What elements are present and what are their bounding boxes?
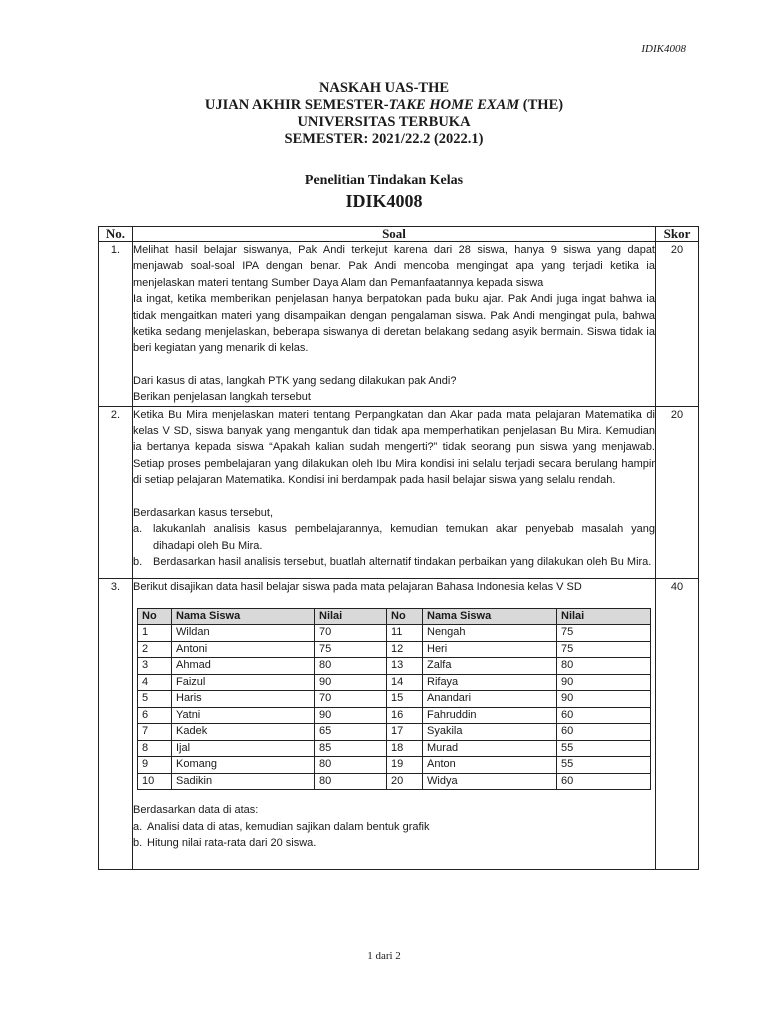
table-cell: 65 [315,724,387,741]
exam-table [98,226,699,870]
table-cell: 60 [557,707,651,724]
paragraph: Berikan penjelasan langkah tersebut [133,391,311,404]
paragraph: Ketika Bu Mira menjelaskan materi tentang Perpangkatan dan Akar pada mata pelajaran Matematika di kelas V SD, siswa banyak yang mengantuk dan tidak apa memperhatikan penjelasan Bu Mira. Kemudian ia bertanya kepada siswa “Apakah kalian sudah mengerti?” tidak seorang pun siswa yang menjawab. Setiap proses pembelajaran yang dilakukan oleh Ibu Mira kondisi ini selalu terjadi secara berulang hampir di setiap pelajaran Matematika. Kondisi ini berdampak pada hasil belajar siswa yang selalu rendah. [133,408,655,487]
table-cell: Ahmad [172,658,315,675]
paragraph: Berikut disajikan data hasil belajar siswa pada mata pelajaran Bahasa Indonesia kelas V SD [133,581,582,594]
table-cell: 3 [138,658,172,675]
paragraph: Berdasarkan data di atas: [133,804,259,817]
table-cell: 80 [315,658,387,675]
question-text [133,242,656,407]
table-cell: 75 [315,641,387,658]
table-cell: 75 [557,641,651,658]
student-table-header-cell: No [138,608,172,625]
student-score-table [137,608,651,791]
paragraph: Berdasarkan kasus tersebut, [133,506,274,519]
question-score: 20 [656,406,699,579]
question-number: 1. [99,242,133,407]
table-cell: 19 [387,757,423,774]
question-row-1 [99,242,699,407]
header-soal: Soal [133,227,656,242]
question-number: 2. [99,406,133,579]
table-cell: 12 [387,641,423,658]
table-cell: Nengah [423,625,557,642]
table-row [138,724,651,741]
table-cell: 90 [557,691,651,708]
table-cell: 8 [138,740,172,757]
table-cell: 4 [138,674,172,691]
list-item: a. Analisi data di atas, kemudian sajikan dalam bentuk grafik [133,820,430,833]
student-table-header-cell: No [387,608,423,625]
table-cell: 60 [557,773,651,790]
table-row [138,740,651,757]
table-cell: Anandari [423,691,557,708]
table-cell: 18 [387,740,423,757]
paragraph: Melihat hasil belajar siswanya, Pak Andi terkejut karena dari 28 siswa, hanya 9 siswa yang dapat menjawab soal-soal IPA dengan benar. Pak Andi mencoba mengingat apa yang terjadi ketika ia menjelaskan materi tentang Sumber Daya Alam dan Pemanfaatannya kepada siswa [133,244,655,289]
table-cell: 14 [387,674,423,691]
table-cell: 2 [138,641,172,658]
table-cell: 90 [557,674,651,691]
table-row [138,707,651,724]
question-score: 40 [656,579,699,870]
table-cell: 11 [387,625,423,642]
table-row [138,757,651,774]
table-cell: Rifaya [423,674,557,691]
table-row [138,773,651,790]
student-table-header-cell: Nilai [315,608,387,625]
question-text [133,406,656,579]
table-cell: Zalfa [423,658,557,675]
table-cell: 80 [557,658,651,675]
table-cell: 13 [387,658,423,675]
paragraph: Ia ingat, ketika memberikan penjelasan hanya berpatokan pada buku ajar. Pak Andi juga ingat bahwa ia tidak mengaitkan materi yang disampaikan dengan pengalaman siswa. Pak Andi mengingat pula, bahwa ketika sedang menjelaskan, beberapa siswanya di deretan belakang sedang asyik bermain. Siswa tidak ia beri kegiatan yang menarik di kelas. [133,293,655,355]
table-cell: 80 [315,773,387,790]
table-cell: 70 [315,691,387,708]
table-cell: 90 [315,674,387,691]
header-semester: SEMESTER: 2021/22.2 (2022.1) [284,131,484,147]
table-cell: Syakila [423,724,557,741]
table-cell: Yatni [172,707,315,724]
header-university: UNIVERSITAS TERBUKA [297,114,471,130]
student-table-header-cell: Nama Siswa [423,608,557,625]
table-cell: Faizul [172,674,315,691]
document-code: IDIK4008 [641,43,686,55]
question-text [133,579,656,870]
list-item: b. Hitung nilai rata-rata dari 20 siswa. [133,837,317,850]
table-cell: 55 [557,757,651,774]
page-number: 1 dari 2 [367,950,401,962]
table-cell: Wildan [172,625,315,642]
table-cell: 75 [557,625,651,642]
course-code: IDIK4008 [345,191,423,211]
header-title: NASKAH UAS-THE [318,80,450,96]
list-item: b. Berdasarkan hasil analisis tersebut, buatlah alternatif tindakan perbaikan yang dilakukan oleh Bu Mira. [133,555,652,568]
table-cell: 7 [138,724,172,741]
header-no: No. [99,227,133,242]
table-cell: 1 [138,625,172,642]
paragraph: Dari kasus di atas, langkah PTK yang sedang dilakukan pak Andi? [133,374,457,387]
question-row-3 [99,579,699,870]
table-cell: Widya [423,773,557,790]
table-cell: 90 [315,707,387,724]
table-cell: Murad [423,740,557,757]
header-skor: Skor [656,227,699,242]
table-cell: Haris [172,691,315,708]
table-cell: Antoni [172,641,315,658]
table-cell: 70 [315,625,387,642]
table-cell: 80 [315,757,387,774]
table-row [138,625,651,642]
exam-header [0,80,768,148]
table-cell: Heri [423,641,557,658]
table-cell: 5 [138,691,172,708]
table-cell: Anton [423,757,557,774]
table-cell: 16 [387,707,423,724]
table-cell: 10 [138,773,172,790]
table-cell: Kadek [172,724,315,741]
student-table-header [138,608,651,625]
list-item: a. lakukanlah analisis kasus pembelajarannya, kemudian temukan akar penyebab masalah yang dihadapi oleh Bu Mira. [133,523,655,552]
table-row [138,658,651,675]
table-cell: 17 [387,724,423,741]
table-cell: 6 [138,707,172,724]
student-table-header-cell: Nama Siswa [172,608,315,625]
question-number: 3. [99,579,133,870]
table-cell: Sadikin [172,773,315,790]
table-cell: 20 [387,773,423,790]
table-cell: Komang [172,757,315,774]
exam-table-header [99,227,699,242]
table-row [138,691,651,708]
question-row-2 [99,406,699,579]
course-name: Penelitian Tindakan Kelas [304,173,464,188]
table-row [138,674,651,691]
table-cell: 60 [557,724,651,741]
student-table-header-cell: Nilai [557,608,651,625]
table-cell: 85 [315,740,387,757]
table-cell: Ijal [172,740,315,757]
table-cell: 9 [138,757,172,774]
table-cell: Fahruddin [423,707,557,724]
question-score: 20 [656,242,699,407]
header-exam-type: UJIAN AKHIR SEMESTER-TAKE HOME EXAM (THE) [204,97,564,113]
table-cell: 55 [557,740,651,757]
table-row [138,641,651,658]
table-cell: 15 [387,691,423,708]
course-info [0,172,768,212]
